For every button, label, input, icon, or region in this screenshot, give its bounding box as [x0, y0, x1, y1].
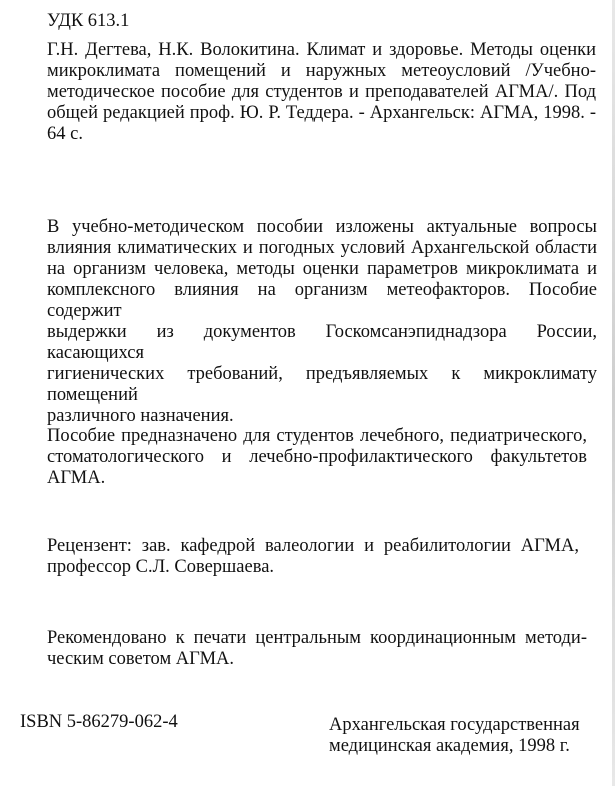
annotation-line: выдержки из документов Госкомсанэпиднадзора России, касающихся: [47, 322, 597, 363]
isbn: [20, 712, 178, 733]
reviewer-paragraph: [47, 536, 579, 578]
publisher-imprint: [329, 715, 589, 757]
publisher-line: Архангельская государственная: [329, 715, 580, 735]
annotation-line: влияния климатических и погодных условий Архангельской области: [47, 238, 597, 258]
biblio-line: 64 с.: [47, 124, 83, 144]
annotation-paragraph: [47, 217, 597, 427]
biblio-line: микроклимата помещений и наружных метеоусловий /Учебно-: [47, 61, 596, 81]
purpose-paragraph: [47, 426, 587, 489]
biblio-line: Г.Н. Дегтева, Н.К. Волокитина. Климат и здоровье. Методы оценки: [47, 40, 596, 60]
annotation-line: В учебно-методическом пособии изложены актуальные вопросы: [47, 217, 597, 237]
udc-text: УДК 613.1: [47, 11, 130, 31]
biblio-line: методическое пособие для студентов и преподавателей АГМА/. Под: [47, 82, 596, 102]
publisher-line: медицинская академия, 1998 г.: [329, 736, 570, 756]
recommendation-line: Рекомендовано к печати центральным координационным методи-: [47, 628, 587, 648]
purpose-line: Пособие предназначено для студентов лечебного, педиатрического,: [47, 426, 587, 446]
isbn-text: ISBN 5-86279-062-4: [20, 712, 178, 732]
biblio-line: общей редакцией проф. Ю. Р. Теддера. - Архангельск: АГМА, 1998. -: [47, 103, 596, 123]
annotation-line: гигиенических требований, предъявляемых к микроклимату помещений: [47, 364, 597, 405]
recommendation-paragraph: [47, 628, 587, 670]
reviewer-line: Рецензент: зав. кафедрой валеологии и реабилитологии АГМА,: [47, 536, 579, 556]
annotation-line: на организм человека, методы оценки параметров микроклимата и: [47, 259, 597, 279]
recommendation-line: ческим советом АГМА.: [47, 649, 235, 669]
annotation-line: различного назначения.: [47, 406, 234, 426]
purpose-line: стоматологического и лечебно-профилактического факультетов АГМА.: [47, 447, 587, 488]
reviewer-line: профессор С.Л. Совершаева.: [47, 557, 275, 577]
annotation-line: комплексного влияния на организм метеофакторов. Пособие содержит: [47, 280, 597, 321]
bibliographic-record: [47, 40, 596, 145]
udc-code: [47, 11, 129, 32]
